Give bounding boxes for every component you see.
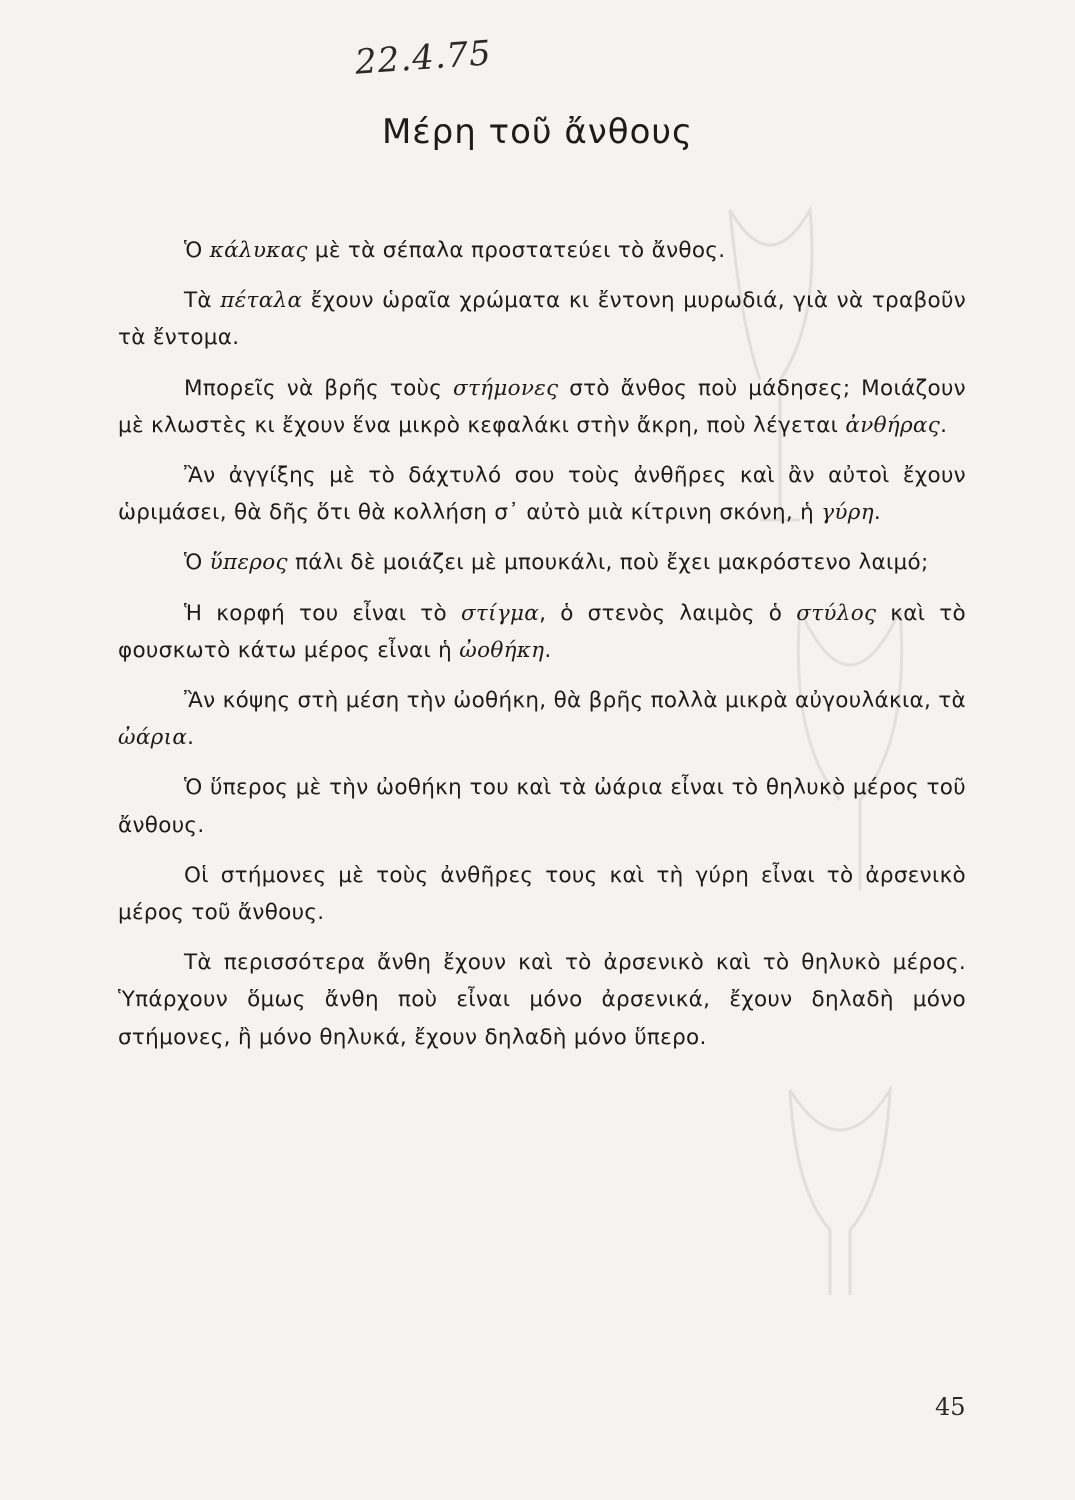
- handwritten-date: 22.4.75: [353, 33, 494, 83]
- paragraph: [118, 232, 966, 269]
- term-italic: ἀνθήρας: [845, 412, 941, 438]
- paragraph-text: Μπορεῖς νὰ βρῆς τοὺς: [184, 375, 453, 401]
- term-italic: ὠάρια: [118, 725, 188, 751]
- term-italic: ὠοθήκη: [459, 637, 545, 663]
- paragraph-text: Τὰ: [184, 288, 221, 314]
- paragraph-text: , ὁ στενὸς λαιμὸς ὁ: [539, 600, 797, 626]
- paragraph: [118, 544, 966, 581]
- paragraph-text: .: [187, 725, 195, 751]
- term-italic: γύρη: [821, 500, 874, 526]
- paragraph: [118, 282, 966, 356]
- paragraph-text: .: [544, 637, 552, 663]
- paragraph-text: Ὁ: [184, 238, 210, 263]
- paragraph-text: .: [940, 412, 948, 438]
- paragraph: [118, 457, 966, 531]
- paragraph: [118, 769, 966, 843]
- term-italic: πέταλα: [220, 288, 303, 314]
- paragraph: [118, 370, 966, 444]
- page-title: Μέρη τοῦ ἄνθους: [381, 112, 694, 152]
- term-italic: στίγμα: [460, 600, 540, 626]
- body-text: [118, 232, 966, 1069]
- paragraph-text: Ὁ: [184, 550, 210, 576]
- paragraph: [118, 595, 966, 669]
- paragraph: [118, 682, 966, 756]
- paragraph-text: Ἂν ἀγγίξης μὲ τὸ δάχτυλό σου τοὺς ἀνθῆρες καὶ ἂν αὐτοὶ ἔχουν ὡριμάσει, θὰ δῆς ὅτι θὰ κολλήση σ᾽ αὐτὸ μιὰ κίτρινη σκόνη, ἡ: [118, 463, 966, 526]
- paragraph-text: Οἱ στήμονες μὲ τοὺς ἀνθῆρες τους καὶ τὴ γύρη εἶναι τὸ ἀρσενικὸ μέρος τοῦ ἄνθους.: [118, 862, 966, 926]
- paragraph-text: Τὰ περισσότερα ἄνθη ἔχουν καὶ τὸ ἀρσενικὸ καὶ τὸ θηλυκὸ μέρος. Ὑπάρχουν ὅμως ἄνθη ποὺ εἶναι μόνο ἀρσενικά, ἔχουν δηλαδὴ μόνο στήμονες, ἢ μόνο θηλυκά, ἔχουν δηλαδὴ μόνο ὕπερο.: [118, 950, 966, 1050]
- paragraph-text: καὶ τὸ φουσκωτὸ κάτω μέρος εἶναι ἡ: [118, 600, 966, 663]
- page-number: 45: [935, 1393, 966, 1421]
- paragraph-text: πάλι δὲ μοιάζει μὲ μπουκάλι, ποὺ ἔχει μακρόστενο λαιμό;: [287, 550, 929, 576]
- show-through-flower-bottom-icon: [770, 1080, 910, 1300]
- paragraph: [118, 857, 966, 931]
- paragraph-text: Ὁ ὕπερος μὲ τὴν ὠοθήκη του καὶ τὰ ὠάρια εἶναι τὸ θηλυκὸ μέρος τοῦ ἄνθους.: [118, 775, 966, 838]
- term-italic: στήμονες: [453, 375, 559, 401]
- paragraph-text: .: [873, 500, 882, 526]
- paragraph: [118, 944, 966, 1056]
- term-italic: ὕπερος: [209, 550, 288, 576]
- paragraph-text: ἔχουν ὡραῖα χρώματα κι ἔντονη μυρωδιά, γιὰ νὰ τραβοῦν τὰ ἔντομα.: [118, 288, 967, 351]
- term-italic: κάλυκας: [209, 238, 308, 263]
- term-italic: στύλος: [796, 600, 877, 626]
- paragraph-text: στὸ ἄνθος ποὺ μάδησες; Μοιάζουν μὲ κλωστὲς κι ἔχουν ἕνα μικρὸ κεφαλάκι στὴν ἄκρη, ποὺ λέγεται: [118, 375, 966, 438]
- paragraph-text: Ἡ κορφή του εἶναι τὸ: [184, 600, 461, 626]
- paragraph-text: Ἂν κόψης στὴ μέση τὴν ὠοθήκη, θὰ βρῆς πολλὰ μικρὰ αὐγουλάκια, τὰ: [184, 688, 966, 714]
- paragraph-text: μὲ τὰ σέπαλα προστατεύει τὸ ἄνθος.: [307, 238, 726, 263]
